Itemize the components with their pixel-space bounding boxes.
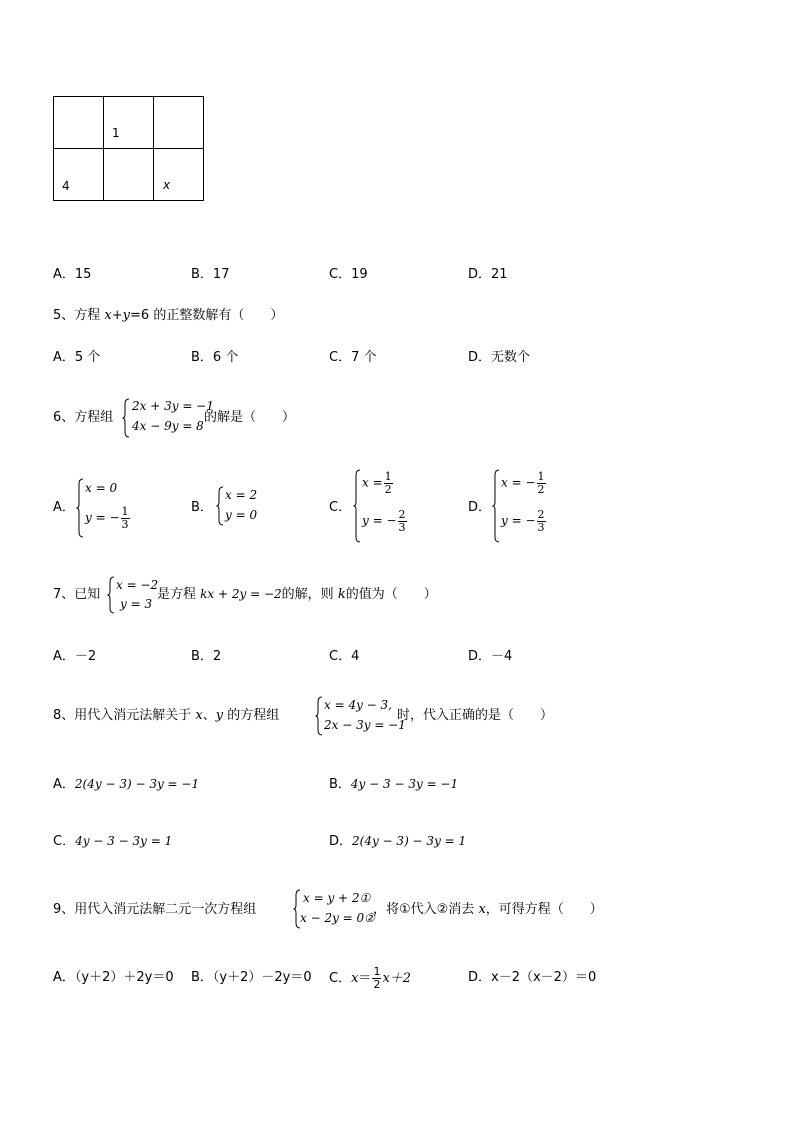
q9-suffix-pre: ，将①代入②消去 xyxy=(373,902,475,917)
grid-cell xyxy=(104,97,154,149)
q6-system-eq1: 2x + 3y = −1 xyxy=(132,399,214,413)
q7-k: k xyxy=(337,587,346,602)
q7-option-a: A．－2 xyxy=(53,649,97,664)
q6-c-y-den: 3 xyxy=(398,520,406,534)
q7-suffix: 的值为（ ） xyxy=(345,587,437,602)
q6-d-y-num: 2 xyxy=(537,508,545,521)
left-brace-icon xyxy=(315,696,323,736)
q8-suffix: 时，代入正确的是（ ） xyxy=(397,708,554,723)
q8-option-b xyxy=(329,778,458,791)
q6-c-y-pre: y = − xyxy=(362,513,397,528)
q9-option-b: B．（y＋2）－2y＝0 xyxy=(191,970,312,985)
q9-c-den: 2 xyxy=(373,977,381,991)
q5-option-c: C．7 个 xyxy=(329,350,377,365)
q9-c-label: C． xyxy=(329,970,352,986)
q6-a-y-num: 1 xyxy=(121,505,129,518)
q9-option-a: A．（y＋2）＋2y＝0 xyxy=(53,970,174,985)
q9-suffix: ，可得方程（ ） xyxy=(485,902,603,917)
q9-system-eq1: x = y + 2① xyxy=(303,891,371,905)
q8-d-expr: 2(4y − 3) − 3y = 1 xyxy=(352,834,467,848)
q6-c-y-num: 2 xyxy=(398,508,406,521)
q6-d-x-den: 2 xyxy=(537,482,545,496)
left-brace-icon xyxy=(353,469,361,543)
left-brace-icon xyxy=(492,469,500,543)
q6-a-y-pre: y = − xyxy=(85,510,120,525)
q7-option-d: D．－4 xyxy=(468,649,513,664)
q9-c-var: x xyxy=(351,970,359,986)
q8-mid: 的方程组 xyxy=(227,708,280,723)
grid-cell xyxy=(54,149,104,201)
q5-equation-tail: =6 xyxy=(130,308,150,323)
q6-system-eq2: 4x − 9y = 8 xyxy=(132,419,204,433)
grid-cell xyxy=(154,149,204,201)
q8-option-d xyxy=(329,835,466,848)
q6-prefix: 6、方程组 xyxy=(53,410,114,425)
q7-system-eq2: y = 3 xyxy=(120,597,153,611)
q6-d-x-num: 1 xyxy=(537,470,545,483)
q4-option-a: A．15 xyxy=(53,267,92,282)
q6-label-c: C． xyxy=(329,500,352,515)
grid-cell xyxy=(154,97,204,149)
grid-cell-value: 1 xyxy=(112,126,120,140)
q7-system-eq1: x = −2 xyxy=(116,578,159,592)
q6-a-y-den: 3 xyxy=(121,517,129,531)
q5-option-a: A．5 个 xyxy=(53,350,101,365)
q8-sep: 、 xyxy=(202,708,216,723)
q7-mid2: 的解，则 xyxy=(281,587,334,602)
q9-question-rest xyxy=(373,903,603,916)
q8-b-label: B． xyxy=(329,777,351,792)
q5-equation-vars: x+y xyxy=(104,308,130,323)
q9-x: x xyxy=(478,902,486,917)
q6-d-y-pre: y = − xyxy=(501,513,536,528)
q4-option-b: B．17 xyxy=(191,267,230,282)
q8-d-label: D． xyxy=(329,834,353,849)
q7-equation: kx + 2y = −2 xyxy=(200,587,282,601)
left-brace-icon xyxy=(107,576,115,614)
q6-d-x-pre: x = − xyxy=(501,475,536,490)
q8-a-expr: 2(4y − 3) − 3y = −1 xyxy=(74,777,200,791)
q8-x: x xyxy=(195,708,203,723)
q8-y: y xyxy=(215,708,224,723)
q6-c-x-num: 1 xyxy=(384,470,392,483)
q6-c-x-pre: x = xyxy=(362,475,383,490)
q9-c-num: 1 xyxy=(373,965,381,978)
q7-mid: 是方程 xyxy=(157,587,197,602)
q4-option-d: D．21 xyxy=(468,267,508,282)
q9-prefix: 9、用代入消元法解二元一次方程组 xyxy=(53,902,257,917)
q9-c-eq: ＝ xyxy=(358,970,372,986)
q7-question-rest xyxy=(157,588,437,601)
left-brace-icon xyxy=(216,486,224,526)
q6-label-b: B． xyxy=(191,500,213,515)
q6-b-x: x = 2 xyxy=(225,488,258,502)
q8-option-c xyxy=(53,835,172,848)
q4-option-c: C．19 xyxy=(329,267,368,282)
q9-option-c xyxy=(329,966,411,990)
q6-a-x: x = 0 xyxy=(85,481,118,495)
q8-prefix: 8、用代入消元法解关于 xyxy=(53,708,192,723)
q8-system-eq1: x = 4y − 3, xyxy=(324,698,392,712)
q5-option-d: D．无数个 xyxy=(468,350,531,365)
q9-system-eq2: x − 2y = 0② xyxy=(300,911,375,925)
q7-option-b: B．2 xyxy=(191,649,222,664)
left-brace-icon xyxy=(122,398,130,438)
q8-system-eq2: 2x − 3y = −1 xyxy=(324,718,406,732)
q5-suffix: 的正整数解有（ ） xyxy=(153,308,284,323)
q6-label-a: A． xyxy=(53,500,75,515)
q5-option-b: B．6 个 xyxy=(191,350,239,365)
q8-c-expr: 4y − 3 − 3y = 1 xyxy=(75,834,173,848)
q7-prefix: 7、已知 xyxy=(53,587,101,602)
q8-a-label: A． xyxy=(53,777,75,792)
q5-prefix: 5、方程 xyxy=(53,308,101,323)
q6-suffix: 的解是（ ） xyxy=(204,410,296,425)
q6-label-d: D． xyxy=(468,500,492,515)
q8-c-label: C． xyxy=(53,834,76,849)
q8-prefix-line xyxy=(53,709,279,722)
grid-cell-value: x xyxy=(163,178,171,192)
left-brace-icon xyxy=(76,478,84,538)
grid-cell xyxy=(104,149,154,201)
q8-option-a xyxy=(53,778,199,791)
q7-option-c: C．4 xyxy=(329,649,360,664)
q6-d-y-den: 3 xyxy=(537,520,545,534)
q9-c-tail: x＋2 xyxy=(382,970,412,986)
grid-cell xyxy=(54,97,104,149)
grid-cell-value: 4 xyxy=(62,179,70,193)
q6-c-x-den: 2 xyxy=(384,482,392,496)
q9-option-d: D．x－2（x－2）＝0 xyxy=(468,970,597,985)
number-grid xyxy=(53,96,204,201)
q5-question xyxy=(53,309,283,322)
q8-b-expr: 4y − 3 − 3y = −1 xyxy=(350,777,459,791)
q6-b-y: y = 0 xyxy=(225,508,258,522)
